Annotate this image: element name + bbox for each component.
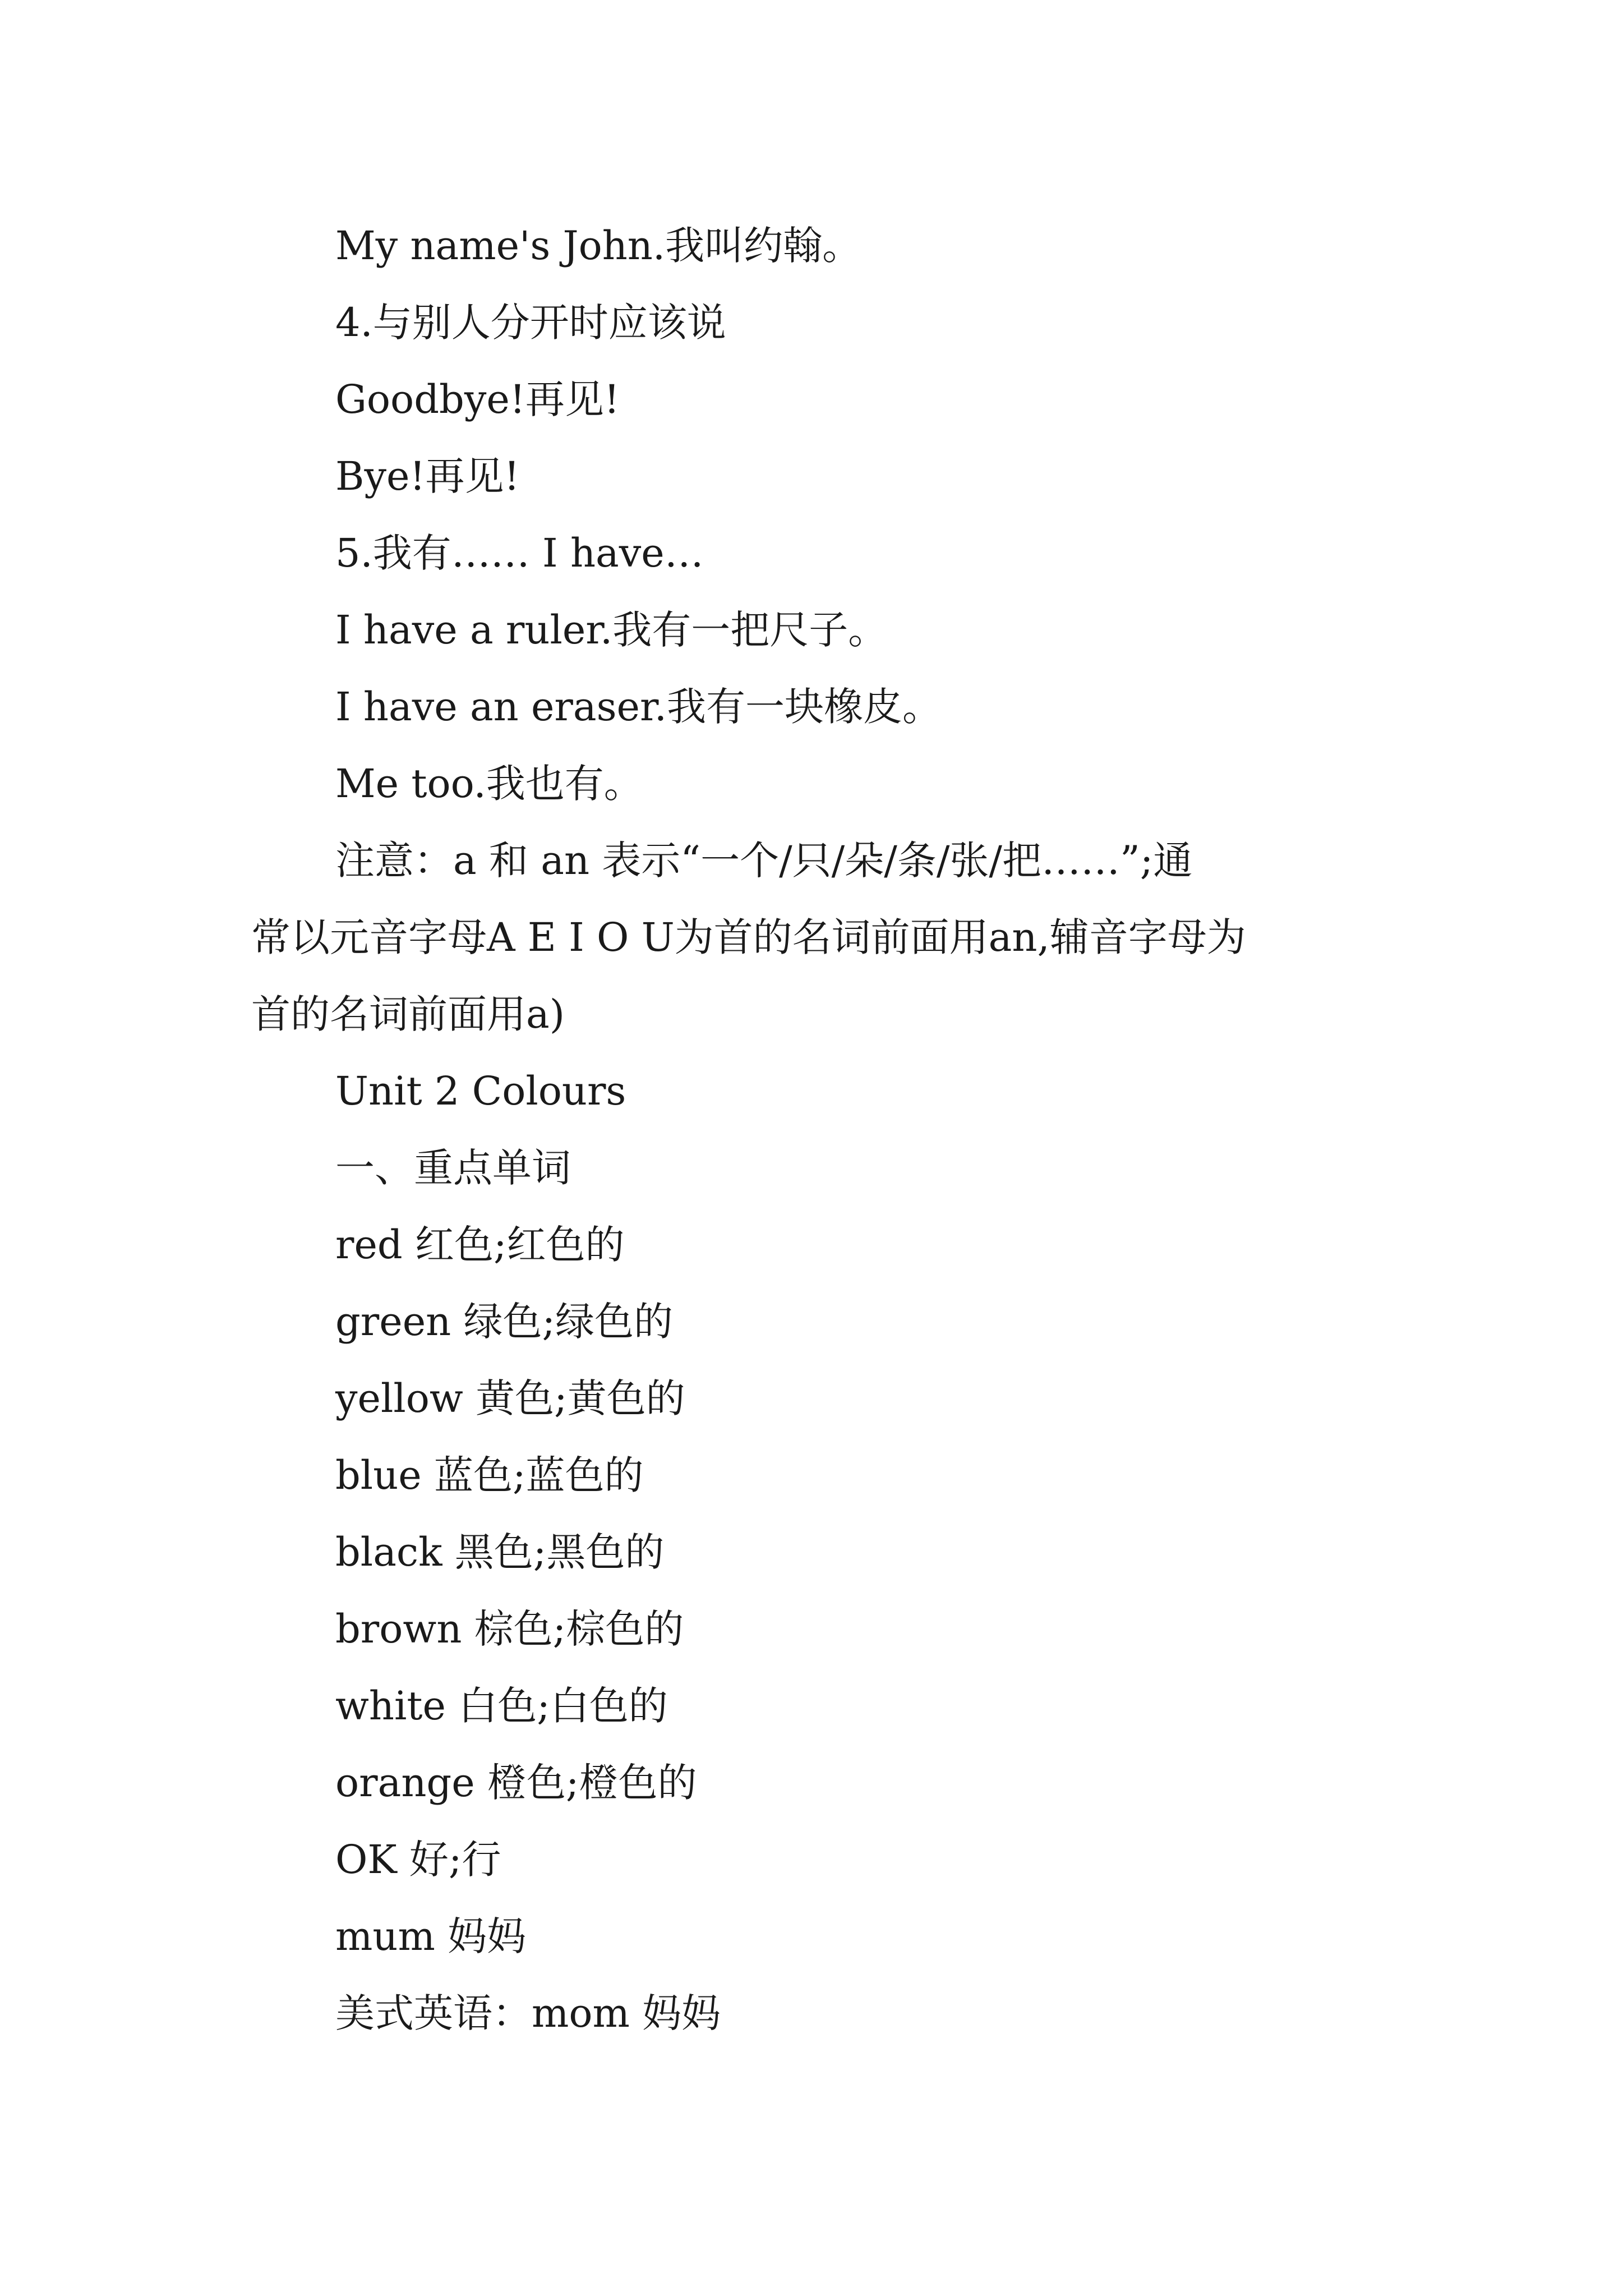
vocab-item: blue 蓝色;蓝色的 — [335, 1452, 644, 1498]
text-line: Goodbye!再见! — [335, 376, 620, 422]
text-line: 5.我有…… I have… — [335, 530, 704, 576]
vocab-item: 美式英语：mom 妈妈 — [335, 1990, 721, 2036]
unit-title: Unit 2 Colours — [335, 1068, 626, 1114]
vocab-item: orange 橙色;橙色的 — [335, 1760, 697, 1806]
vocab-item: white 白色;白色的 — [335, 1683, 668, 1729]
text-line: My name's John.我叫约翰。 — [335, 223, 862, 269]
text-line: Bye!再见! — [335, 453, 520, 499]
text-line: Me too.我也有。 — [335, 761, 643, 807]
vocab-item: mum 妈妈 — [335, 1913, 527, 1959]
text-line: 4.与别人分开时应该说 — [335, 300, 726, 346]
note-paragraph-line-3: 首的名词前面用a) — [251, 991, 565, 1037]
vocab-item: yellow 黄色;黄色的 — [335, 1375, 685, 1421]
vocab-item: green 绿色;绿色的 — [335, 1299, 674, 1345]
text-line: I have an eraser.我有一块橡皮。 — [335, 684, 942, 730]
section-title: 一、重点单词 — [335, 1145, 571, 1191]
vocab-item: brown 棕色;棕色的 — [335, 1606, 684, 1652]
vocab-item: OK 好;行 — [335, 1837, 501, 1883]
note-paragraph-line-1: 注意：a 和 an 表示“一个/只/朵/条/张/把……”;通 — [335, 838, 1193, 884]
note-paragraph-line-2: 常以元音字母A E I O U为首的名词前面用an,辅音字母为 — [251, 914, 1246, 960]
text-line: I have a ruler.我有一把尺子。 — [335, 607, 888, 653]
vocab-item: red 红色;红色的 — [335, 1222, 625, 1268]
vocab-item: black 黑色;黑色的 — [335, 1529, 665, 1575]
